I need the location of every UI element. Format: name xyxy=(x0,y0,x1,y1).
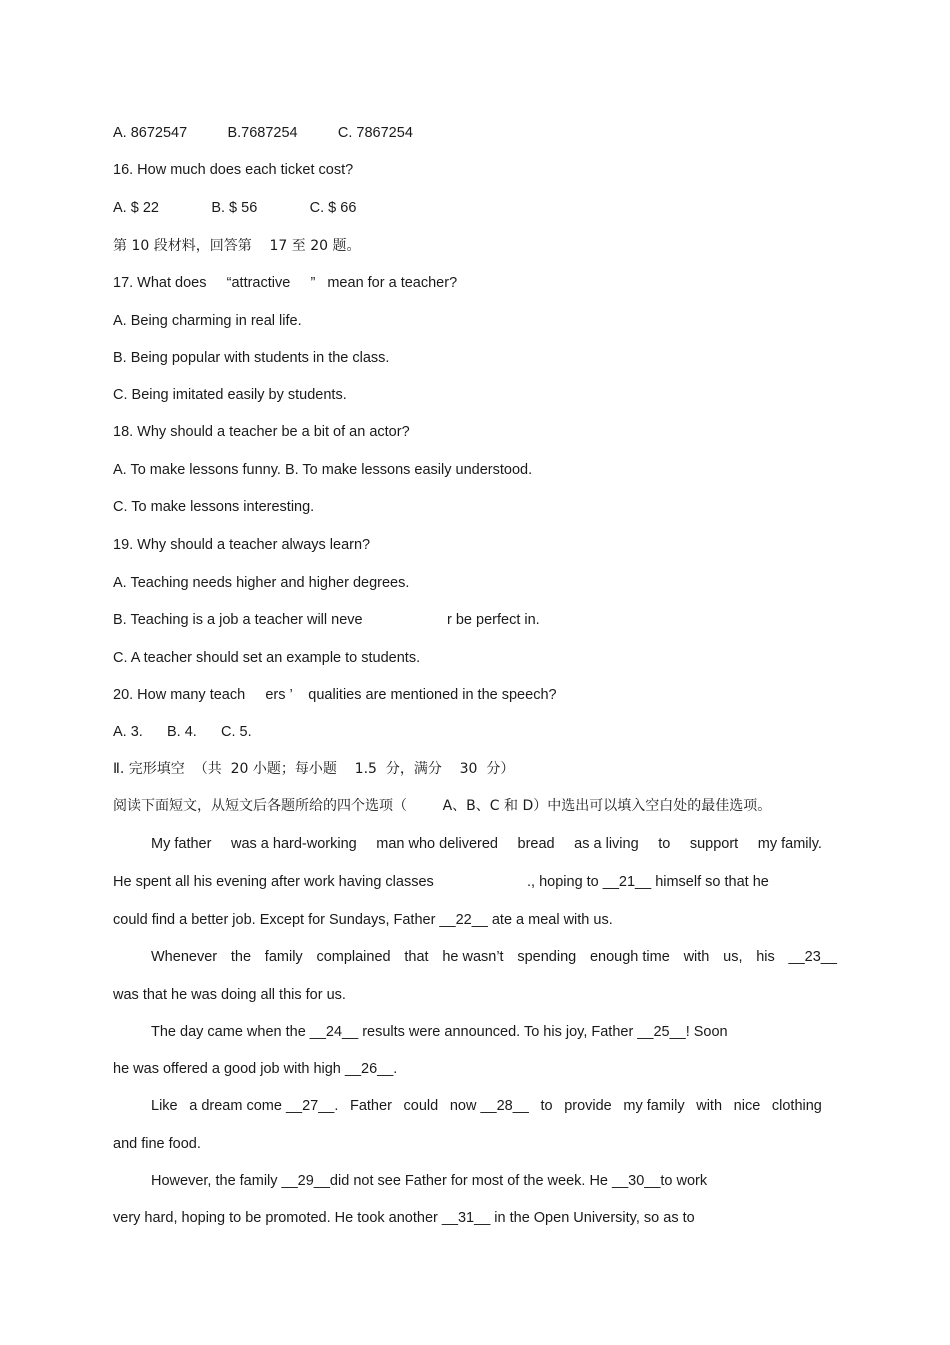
word: My father xyxy=(151,836,212,852)
word: his xyxy=(756,949,775,965)
q19-question: 19. Why should a teacher always learn? xyxy=(113,537,371,553)
word: to xyxy=(658,836,671,852)
q18-options-ab: A. To make lessons funny. B. To make lessons easily understood. xyxy=(113,462,533,478)
word: enough time xyxy=(589,949,670,965)
section-10-instruction: 第 10 段材料，回答第 17 至 20 题。 xyxy=(113,238,361,254)
passage-line-9: and fine food. xyxy=(113,1136,201,1152)
word: Whenever xyxy=(151,949,218,965)
word: with xyxy=(696,1098,723,1114)
word: man who delivered xyxy=(376,836,498,852)
word: could xyxy=(403,1098,439,1114)
q18-question: 18. Why should a teacher be a bit of an actor? xyxy=(113,424,410,440)
word: complained xyxy=(316,949,391,965)
q17-option-b: B. Being popular with students in the class. xyxy=(113,350,390,366)
q17-option-c: C. Being imitated easily by students. xyxy=(113,387,347,403)
word: Like xyxy=(151,1098,178,1114)
word: was a hard-working xyxy=(230,836,357,852)
passage-line-8 xyxy=(151,1097,822,1115)
q20-question: 20. How many teach ers ’ qualities are mentioned in the speech? xyxy=(113,687,557,703)
q18-option-c: C. To make lessons interesting. xyxy=(113,499,315,515)
word: clothing xyxy=(771,1098,822,1114)
word: __23__ xyxy=(788,949,837,965)
q19-option-a: A. Teaching needs higher and higher degrees. xyxy=(113,575,410,591)
passage-line-10: However, the family __29__did not see Father for most of the week. He __30__to work xyxy=(151,1173,708,1189)
q16-options: A. $ 22 B. $ 56 C. $ 66 xyxy=(113,200,357,216)
word: the xyxy=(230,949,252,965)
q17-question: 17. What does “attractive ” mean for a teacher? xyxy=(113,275,458,291)
cloze-instruction: 阅读下面短文，从短文后各题所给的四个选项（ A、B、C 和 D）中选出可以填入空白处的最佳选项。 xyxy=(113,798,772,814)
word: that xyxy=(404,949,429,965)
passage-line-4 xyxy=(151,948,837,966)
word: spending xyxy=(517,949,577,965)
word: us, xyxy=(723,949,743,965)
passage-line-11: very hard, hoping to be promoted. He took another __31__ in the Open University, so as to xyxy=(113,1210,695,1226)
q15-options: A. 8672547 B.7687254 C. 7867254 xyxy=(113,125,413,141)
word: my family xyxy=(623,1098,685,1114)
word: my family. xyxy=(757,836,822,852)
word: support xyxy=(689,836,739,852)
q16-question: 16. How much does each ticket cost? xyxy=(113,162,354,178)
word: to xyxy=(540,1098,553,1114)
section-cloze-heading: Ⅱ. 完形填空 （共 20 小题；每小题 1.5 分，满分 30 分） xyxy=(113,761,515,777)
passage-line-7: he was offered a good job with high __26__. xyxy=(113,1061,398,1077)
word: a dream come __27__. xyxy=(189,1098,339,1114)
word: he wasn’t xyxy=(442,949,504,965)
q19-option-b-part1: B. Teaching is a job a teacher will neve xyxy=(113,612,363,628)
passage-line-5: was that he was doing all this for us. xyxy=(113,987,346,1003)
word: Father xyxy=(349,1098,392,1114)
passage-line-2-part2: ., hoping to __21__ himself so that he xyxy=(527,874,769,890)
passage-line-6: The day came when the __24__ results were announced. To his joy, Father __25__! Soon xyxy=(151,1024,728,1040)
word: with xyxy=(683,949,710,965)
passage-line-3: could find a better job. Except for Sundays, Father __22__ ate a meal with us. xyxy=(113,912,613,928)
q20-options: A. 3. B. 4. C. 5. xyxy=(113,724,252,740)
word: bread xyxy=(517,836,555,852)
word: family xyxy=(264,949,303,965)
q17-option-a: A. Being charming in real life. xyxy=(113,313,302,329)
passage-line-1 xyxy=(151,835,822,853)
q19-option-c: C. A teacher should set an example to students. xyxy=(113,650,421,666)
passage-line-2-part1: He spent all his evening after work having classes xyxy=(113,874,434,890)
word: as a living xyxy=(574,836,639,852)
word: now __28__ xyxy=(449,1098,529,1114)
q19-option-b-part2: r be perfect in. xyxy=(447,612,540,628)
word: provide xyxy=(564,1098,612,1114)
word: nice xyxy=(733,1098,761,1114)
